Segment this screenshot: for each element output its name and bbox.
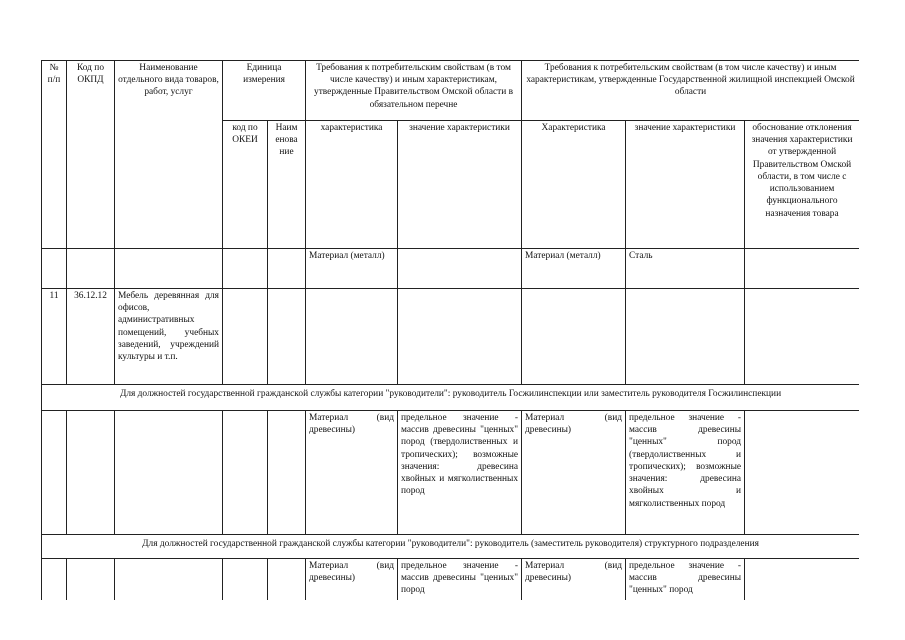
header-okpd: Код по ОКПД xyxy=(67,61,115,249)
header-justification: обоснование отклонения значения характеристики от утвержденной Правительством Омской области, в том числе с использованием функционального назначения товара xyxy=(745,121,859,249)
table-row xyxy=(42,249,860,289)
cell-val-gov: предельное значение - массив древесины "цениых" пород xyxy=(398,559,522,601)
header-okei: код по ОКЕИ xyxy=(223,121,268,249)
header-row xyxy=(42,61,860,121)
header-unit-name: Наим енова ние xyxy=(268,121,306,249)
header-req-insp: Требования к потребительским свойствам (в том числе качеству) и иным характеристикам, утвержденные Государственной жилищной инспекцией Омской области xyxy=(522,61,859,121)
table-row xyxy=(42,289,860,385)
cell-val-insp: предельное значение - массив древесины "ценных" пород xyxy=(626,559,745,601)
header-char-insp: Характеристика xyxy=(522,121,626,249)
header-val-insp: значение характеристики xyxy=(626,121,745,249)
cell-okpd: 36.12.12 xyxy=(67,289,115,385)
document-page xyxy=(41,60,859,600)
cell-char-insp: Материал (вид древесины) xyxy=(522,411,626,535)
cell-val-insp: предельное значение - массив древесины "ценных" пород (твердолиственных и тропических); возможные значения: древесина хвойных и мягколиственных пород xyxy=(626,411,745,535)
table-row xyxy=(42,411,860,535)
cell-char-gov: Материал (вид древесины) xyxy=(306,411,398,535)
cell-char-gov: Материал (вид древесины) xyxy=(306,559,398,601)
header-char-gov: характеристика xyxy=(306,121,398,249)
section-title: Для должностей государственной гражданской службы категории "руководители": руководитель Госжилинспекции или заместитель руководителя Госжилинспекции xyxy=(42,385,860,411)
header-val-gov: значение характеристики xyxy=(398,121,522,249)
header-req-gov: Требования к потребительским свойствам (в том числе качеству) и иным характеристикам, утвержденные Правительством Омской области в обязательном перечне xyxy=(306,61,522,121)
section-row xyxy=(42,385,860,411)
cell-char-insp: Материал (вид древесины) xyxy=(522,559,626,601)
header-unit: Единица измерения xyxy=(223,61,306,121)
section-row xyxy=(42,535,860,559)
cell-name: Мебель деревянная для офисов, административных помещений, учебных заведений, учреждений культуры и т.п. xyxy=(115,289,223,385)
section-title: Для должностей государственной гражданской службы категории "руководители": руководитель (заместитель руководителя) структурного подразделения xyxy=(42,535,860,559)
cell-val-insp: Сталь xyxy=(626,249,745,289)
table-row xyxy=(42,559,860,601)
cell-val-gov: предельное значение - массив древесины "ценных" пород (твердолиственных и тропических); возможные значения: древесина хвойных и мягколиственных пород xyxy=(398,411,522,535)
header-name: Наименование отдельного вида товаров, работ, услуг xyxy=(115,61,223,249)
header-num: № п/п xyxy=(42,61,67,249)
cell-char-gov: Материал (металл) xyxy=(306,249,398,289)
cell-num: 11 xyxy=(42,289,67,385)
cell-char-insp: Материал (металл) xyxy=(522,249,626,289)
requirements-table xyxy=(41,60,859,600)
